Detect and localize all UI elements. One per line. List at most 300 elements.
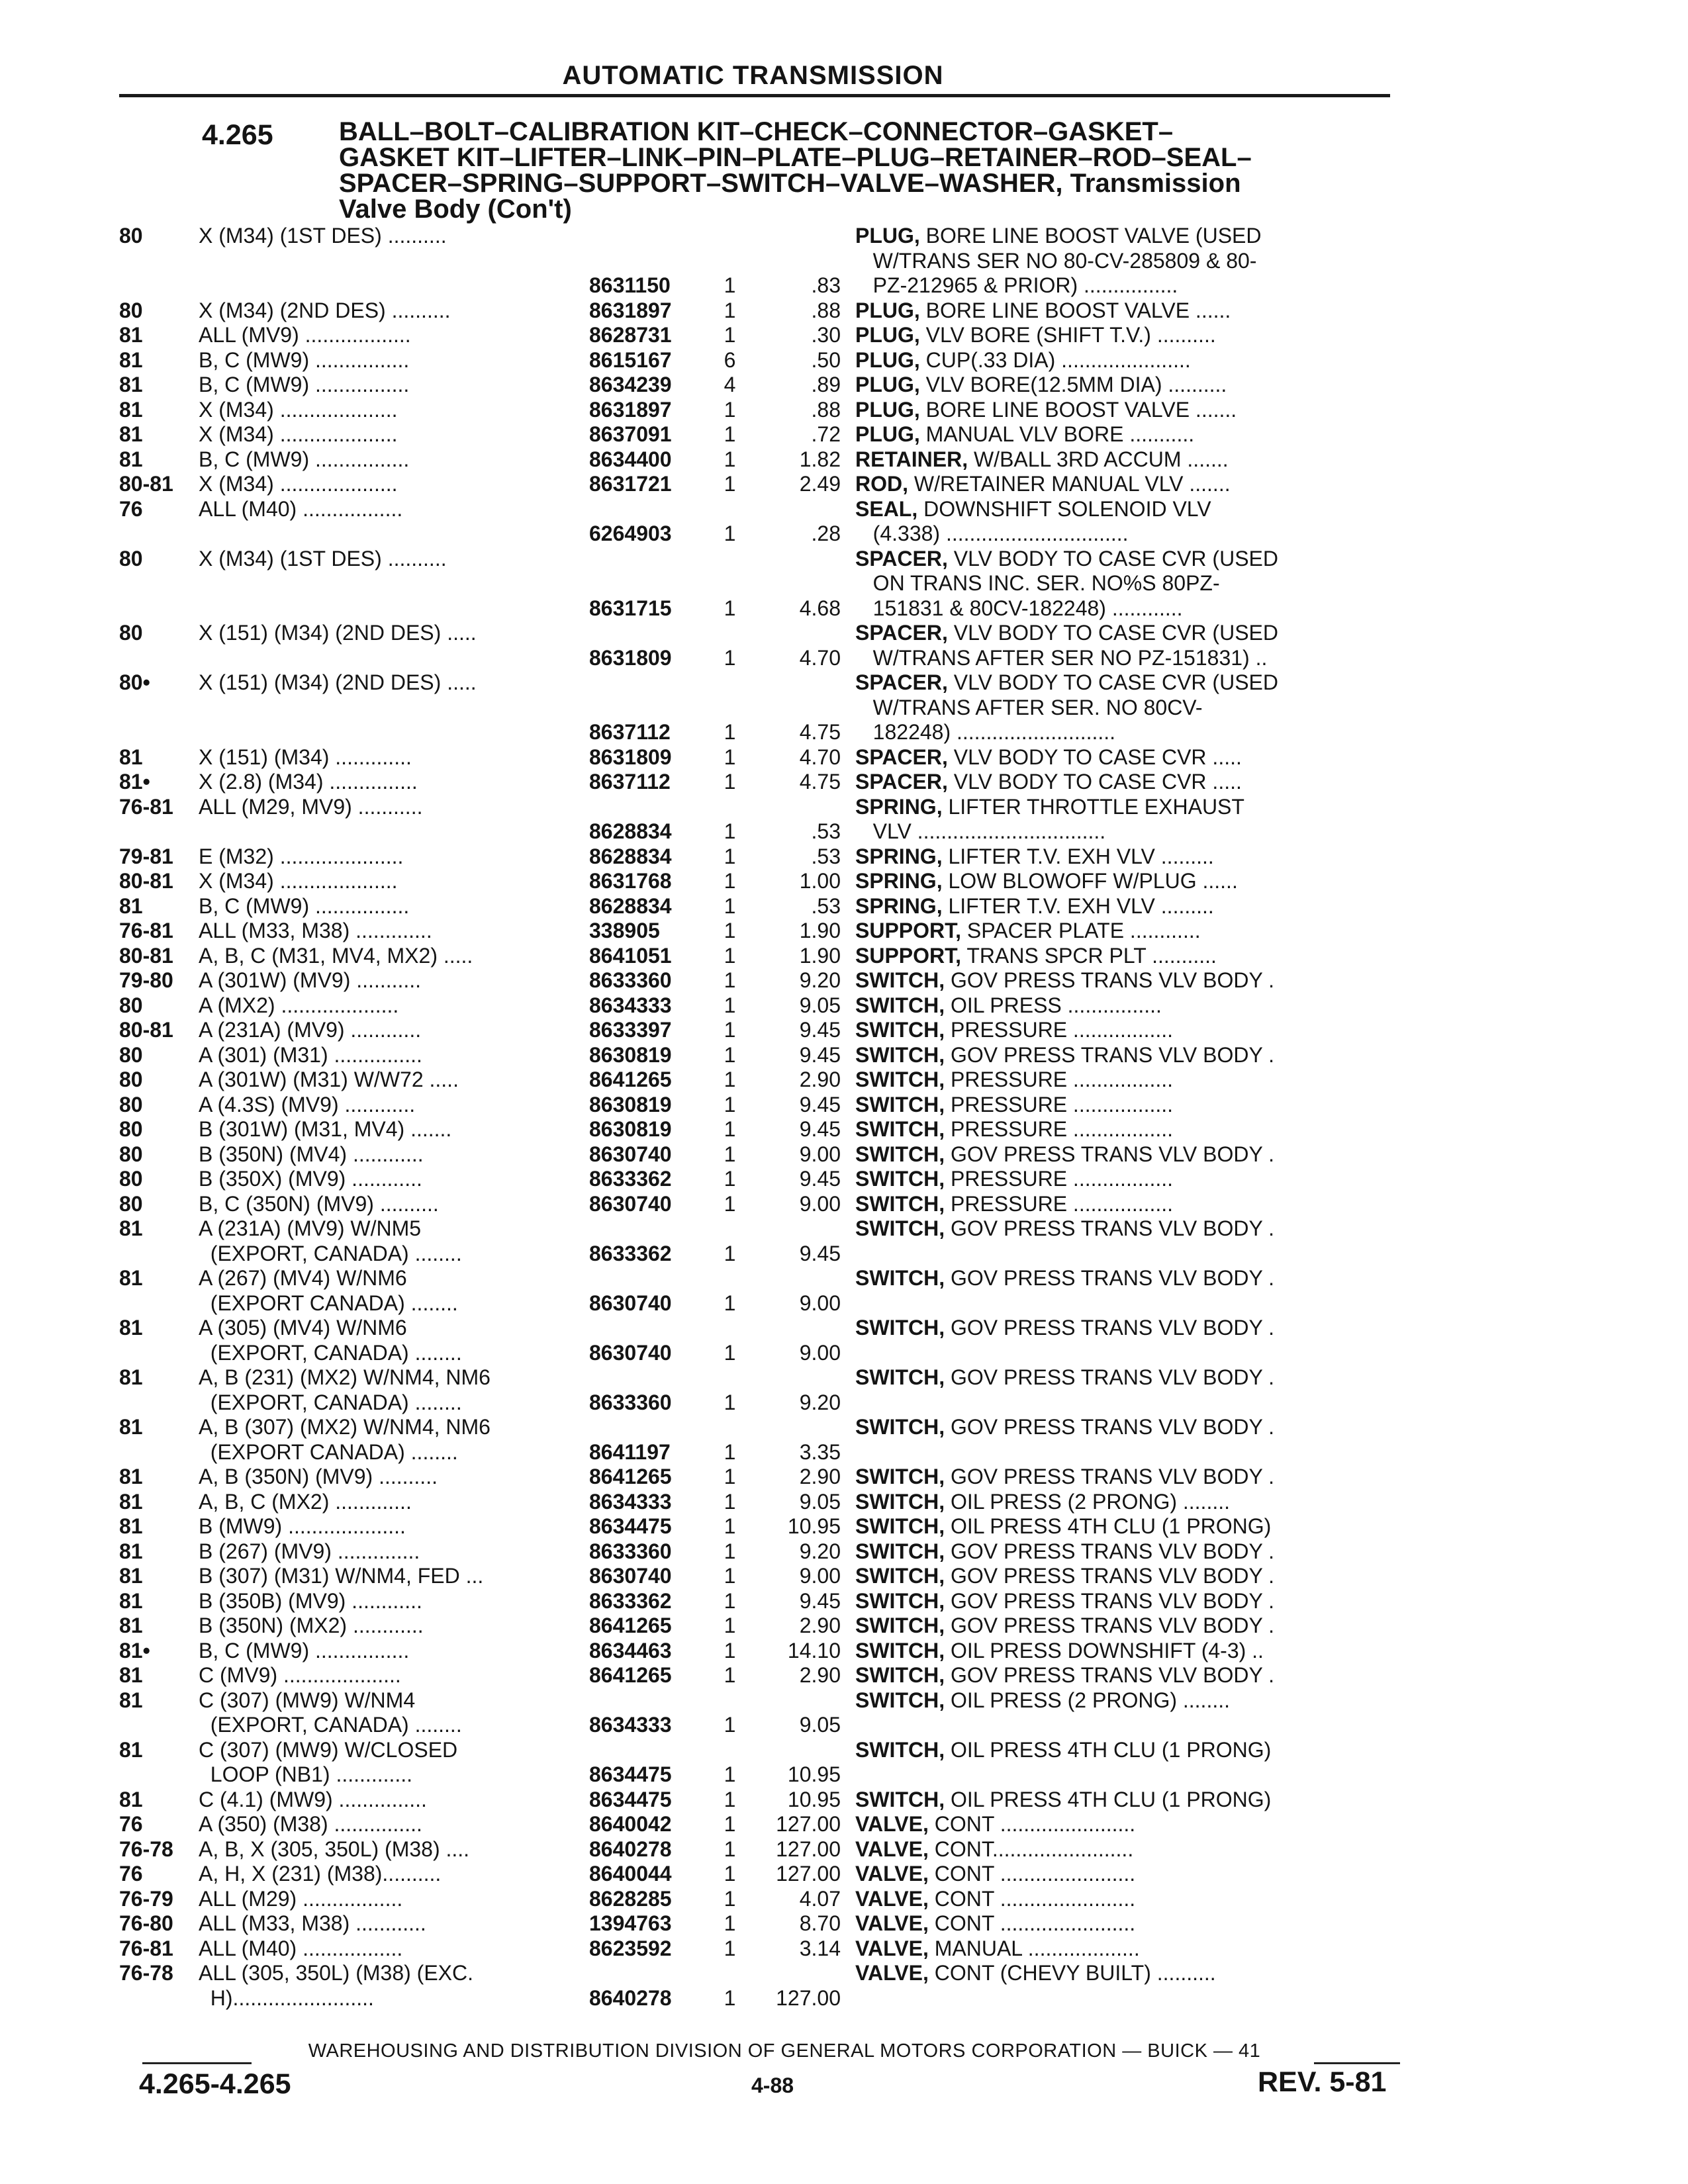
part-number: 1394763 (589, 1911, 672, 1935)
model-year (119, 1242, 199, 1267)
quantity (712, 1688, 748, 1713)
description (855, 1490, 1411, 1515)
part-number: 8634475 (589, 1762, 672, 1786)
table-row-continuation (119, 696, 1411, 721)
model-year (119, 720, 199, 745)
description-text: LIFTER T.V. EXH VLV ......... (942, 893, 1214, 918)
model-year: 81 (119, 1514, 143, 1538)
description-text: VLV BODY TO CASE CVR (USED (947, 546, 1278, 570)
description-text: 151831 & 80CV-182248) ............ (855, 596, 1183, 620)
description-text: CONT ....................... (928, 1862, 1136, 1886)
model-year (119, 1440, 199, 1465)
description (855, 547, 1411, 572)
description (855, 745, 1411, 770)
description-text: TRANS SPCR PLT ........... (961, 943, 1217, 968)
description-text: CONT ....................... (928, 1886, 1136, 1911)
model-year: 81 (119, 1415, 143, 1439)
application: B, C (MW9) ................ (199, 893, 410, 918)
parts-table-body (119, 224, 1411, 2011)
application: X (151) (M34) (2ND DES) ..... (199, 621, 477, 645)
quantity: 1 (724, 1886, 736, 1911)
description-text: PRESSURE ................. (945, 1068, 1174, 1091)
table-row (119, 1068, 1411, 1093)
description (855, 869, 1411, 894)
price: 9.45 (799, 1042, 841, 1067)
application (199, 596, 589, 621)
application (199, 819, 589, 844)
description-keyword: PLUG, (855, 397, 920, 422)
application: X (M34) .................... (199, 422, 398, 446)
description-keyword: SPRING, (855, 893, 943, 918)
description-keyword: SPRING, (855, 869, 943, 893)
description-text: GOV PRESS TRANS VLV BODY . (945, 1415, 1275, 1439)
model-year (119, 646, 199, 671)
description-keyword: VALVE, (855, 1812, 929, 1836)
application: B (267) (MV9) .............. (199, 1539, 420, 1563)
model-year: 76-78 (119, 1837, 173, 1861)
price: 10.95 (787, 1762, 841, 1786)
quantity: 1 (724, 1191, 736, 1216)
price (748, 571, 855, 596)
description-keyword: SWITCH, (855, 1191, 945, 1216)
description-text: GOV PRESS TRANS VLV BODY . (945, 1042, 1275, 1067)
table-row (119, 547, 1411, 572)
table-row (119, 1093, 1411, 1118)
application: C (307) (MW9) W/NM4 (199, 1688, 416, 1712)
model-year: 76 (119, 1812, 143, 1836)
table-row (119, 1465, 1411, 1490)
part-number: 8633360 (589, 968, 672, 992)
quantity: 1 (724, 397, 736, 422)
model-year (119, 596, 199, 621)
quantity: 1 (724, 1936, 736, 1960)
quantity (712, 249, 748, 274)
price (748, 1688, 855, 1713)
part-number: 8631809 (589, 645, 672, 670)
model-year: 81• (119, 770, 150, 794)
description-text: GOV PRESS TRANS VLV BODY . (945, 1465, 1275, 1488)
application: B, C (MW9) ................ (199, 373, 410, 396)
model-year: 76-79 (119, 1886, 173, 1911)
description-text: OIL PRESS 4TH CLU (1 PRONG) (945, 1737, 1272, 1762)
quantity: 1 (724, 1539, 736, 1563)
table-row (119, 1911, 1411, 1936)
model-year: 81 (119, 1465, 143, 1488)
part-number: 8623592 (589, 1936, 672, 1960)
description-text: VLV BORE (SHIFT T.V.) .......... (919, 323, 1216, 347)
table-row (119, 745, 1411, 770)
description-text: CONT ....................... (928, 1911, 1136, 1935)
part-number: 8630740 (589, 1564, 672, 1588)
price: 127.00 (776, 1837, 841, 1861)
quantity: 1 (724, 596, 736, 620)
section-title-line: Valve Body (Con't) (339, 195, 572, 224)
description-keyword: PLUG, (855, 224, 920, 248)
description-keyword: SWITCH, (855, 1787, 945, 1811)
description (855, 670, 1411, 696)
price: 9.05 (799, 1713, 841, 1737)
price: 9.00 (799, 1142, 841, 1166)
model-year: 76 (119, 1862, 143, 1886)
description-keyword: SPACER, (855, 621, 948, 645)
model-year (119, 522, 199, 547)
quantity: 1 (724, 1241, 736, 1265)
application: B (301W) (M31, MV4) ....... (199, 1117, 452, 1141)
part-number: 8634333 (589, 1489, 672, 1514)
price: 2.90 (799, 1614, 841, 1637)
price: 9.45 (799, 1241, 841, 1265)
part-number: 8634333 (589, 1713, 672, 1737)
description (855, 1440, 1411, 1465)
description-text: GOV PRESS TRANS VLV BODY . (945, 1539, 1275, 1563)
quantity: 1 (724, 1663, 736, 1687)
application: B, C (MW9) ................ (199, 347, 410, 372)
part-number (589, 670, 712, 696)
description (855, 571, 1411, 596)
table-row (119, 1663, 1411, 1688)
description-keyword: RETAINER, (855, 447, 968, 471)
description-text: BORE LINE BOOST VALVE (USED (919, 224, 1262, 248)
description-keyword: SPACER, (855, 546, 948, 570)
part-number: 8630740 (589, 1291, 672, 1315)
application: ALL (M29) ................. (199, 1886, 403, 1911)
quantity: 1 (724, 720, 736, 744)
model-year: 81 (119, 1737, 143, 1762)
table-row (119, 1216, 1411, 1242)
table-row (119, 422, 1411, 447)
quantity: 1 (724, 1291, 736, 1315)
description (855, 1068, 1411, 1093)
parts-table (119, 224, 1411, 2011)
application: (EXPORT, CANADA) ........ (199, 1390, 462, 1414)
part-number: 8641265 (589, 1614, 672, 1637)
quantity: 1 (724, 472, 736, 496)
description-text: OIL PRESS ................ (945, 993, 1162, 1017)
application (199, 720, 589, 745)
table-row (119, 447, 1411, 473)
price: .72 (811, 422, 841, 446)
model-year (119, 1390, 199, 1416)
part-number: 8630740 (589, 1191, 672, 1216)
part-number (589, 1738, 712, 1763)
description-text: CONT (CHEVY BUILT) .......... (928, 1961, 1216, 1985)
description (855, 1390, 1411, 1416)
table-row (119, 1415, 1411, 1440)
price: 127.00 (776, 1862, 841, 1886)
part-number (589, 1216, 712, 1242)
table-row (119, 224, 1411, 249)
part-number (589, 497, 712, 522)
description (855, 422, 1411, 447)
description-keyword: SWITCH, (855, 1614, 945, 1637)
table-row (119, 670, 1411, 696)
application: (EXPORT CANADA) ........ (199, 1291, 458, 1315)
description-keyword: SWITCH, (855, 1415, 945, 1439)
application: (EXPORT CANADA) ........ (199, 1439, 458, 1464)
part-number: 8628731 (589, 323, 672, 347)
model-year: 81 (119, 1663, 143, 1687)
quantity: 1 (724, 1837, 736, 1861)
application: A (231A) (MV9) ............ (199, 1018, 422, 1042)
table-row (119, 894, 1411, 919)
part-number: 8640042 (589, 1812, 672, 1836)
price: .53 (811, 893, 841, 918)
application: A (301) (M31) ............... (199, 1042, 422, 1067)
footer-section-range: 4.265-4.265 (139, 2068, 291, 2100)
application (199, 273, 589, 298)
model-year: 80 (119, 1142, 143, 1166)
price (748, 497, 855, 522)
model-year: 76-81 (119, 919, 173, 942)
model-year: 81 (119, 373, 143, 396)
description (855, 1465, 1411, 1490)
quantity: 1 (724, 819, 736, 843)
application: X (2.8) (M34) ............... (199, 770, 418, 794)
part-number: 8631897 (589, 298, 672, 322)
description-text: BORE LINE BOOST VALVE ....... (919, 397, 1237, 422)
quantity: 1 (724, 522, 736, 545)
application: ALL (M33, M38) ............. (199, 919, 432, 942)
price: 1.90 (799, 943, 841, 968)
description (855, 1117, 1411, 1142)
quantity: 1 (724, 1514, 736, 1538)
table-row (119, 795, 1411, 820)
description-text: VLV BODY TO CASE CVR ..... (947, 770, 1242, 794)
table-row-continuation (119, 522, 1411, 547)
application: ALL (M40) ................. (199, 1936, 403, 1960)
model-year: 81 (119, 1588, 143, 1613)
part-number: 8637091 (589, 422, 672, 446)
application: X (M34) (1ST DES) .......... (199, 546, 447, 570)
table-row-continuation (119, 1390, 1411, 1416)
description (855, 373, 1411, 398)
table-row (119, 1142, 1411, 1167)
description (855, 795, 1411, 820)
description-keyword: VALVE, (855, 1886, 929, 1911)
description-keyword: VALVE, (855, 1837, 929, 1861)
part-number: 8634400 (589, 447, 672, 471)
description-keyword: SPACER, (855, 670, 948, 694)
price: 10.95 (787, 1514, 841, 1538)
description-text: W/RETAINER MANUAL VLV ....... (908, 472, 1231, 496)
description-keyword: PLUG, (855, 347, 920, 372)
description-text: GOV PRESS TRANS VLV BODY . (945, 1142, 1275, 1166)
application: B (MW9) .................... (199, 1514, 406, 1538)
description-text: GOV PRESS TRANS VLV BODY . (945, 1588, 1275, 1613)
quantity (712, 547, 748, 572)
price (748, 670, 855, 696)
application: A, B, C (MX2) ............. (199, 1489, 412, 1514)
price: 9.05 (799, 993, 841, 1017)
description (855, 1639, 1411, 1664)
description-text: GOV PRESS TRANS VLV BODY . (945, 1266, 1275, 1290)
application: A, H, X (231) (M38).......... (199, 1862, 442, 1886)
price: 8.70 (799, 1911, 841, 1935)
description (855, 1738, 1411, 1763)
application (199, 522, 589, 547)
price (748, 1365, 855, 1390)
description-keyword: PLUG, (855, 298, 920, 322)
model-year: 76 (119, 496, 143, 521)
quantity: 1 (724, 1018, 736, 1042)
price: 9.05 (799, 1489, 841, 1514)
description (855, 398, 1411, 423)
description-keyword: SWITCH, (855, 968, 945, 992)
quantity: 1 (724, 844, 736, 868)
table-row (119, 993, 1411, 1019)
table-row (119, 1018, 1411, 1043)
application: B (350X) (MV9) ............ (199, 1167, 422, 1191)
quantity: 1 (724, 1167, 736, 1191)
description (855, 1911, 1411, 1936)
model-year: 76-78 (119, 1961, 173, 1985)
table-row (119, 1539, 1411, 1565)
description-keyword: SWITCH, (855, 1564, 945, 1588)
quantity: 1 (724, 1117, 736, 1141)
price: 9.45 (799, 1018, 841, 1042)
description-keyword: SPACER, (855, 770, 948, 794)
table-row (119, 844, 1411, 870)
model-year: 81 (119, 1266, 143, 1290)
price: 4.70 (799, 645, 841, 670)
part-number: 8633362 (589, 1588, 672, 1613)
price (748, 1316, 855, 1341)
description (855, 1341, 1411, 1366)
part-number: 8634475 (589, 1787, 672, 1811)
description (855, 944, 1411, 969)
description-text: VLV BODY TO CASE CVR ..... (947, 745, 1242, 769)
table-row-continuation (119, 596, 1411, 621)
quantity: 1 (724, 993, 736, 1017)
model-year: 81 (119, 1688, 143, 1712)
table-row (119, 1936, 1411, 1962)
table-row (119, 323, 1411, 348)
table-row (119, 1639, 1411, 1664)
table-row (119, 1688, 1411, 1713)
description-keyword: SWITCH, (855, 1117, 945, 1141)
table-row (119, 1490, 1411, 1515)
table-row-continuation (119, 1986, 1411, 2011)
quantity (712, 696, 748, 721)
table-row-continuation (119, 249, 1411, 274)
part-number (589, 249, 712, 274)
part-number (589, 571, 712, 596)
part-number: 8634239 (589, 373, 672, 396)
description-keyword: SWITCH, (855, 1514, 945, 1538)
description-keyword: SWITCH, (855, 993, 945, 1017)
description-text: CONT ....................... (928, 1812, 1136, 1836)
model-year: 80-81 (119, 1018, 173, 1042)
application: C (MV9) .................... (199, 1663, 401, 1687)
application: B (350B) (MV9) ............ (199, 1588, 422, 1613)
description-text: PRESSURE ................. (945, 1167, 1174, 1191)
quantity: 1 (724, 893, 736, 918)
table-row (119, 944, 1411, 969)
table-row-continuation (119, 273, 1411, 298)
part-number (589, 1961, 712, 1986)
price: 9.00 (799, 1291, 841, 1315)
part-number: 8631809 (589, 745, 672, 769)
table-row (119, 1117, 1411, 1142)
model-year: 81 (119, 1489, 143, 1514)
description-keyword: SWITCH, (855, 1216, 945, 1240)
table-row (119, 1887, 1411, 1912)
description (855, 472, 1411, 497)
description (855, 1812, 1411, 1837)
application: ALL (M40) ................. (199, 496, 403, 521)
part-number (589, 1415, 712, 1440)
price: 4.75 (799, 720, 841, 744)
description-keyword: SWITCH, (855, 1068, 945, 1091)
price: 127.00 (776, 1985, 841, 2010)
model-year: 80 (119, 298, 143, 322)
model-year: 81 (119, 1316, 143, 1340)
page-header: AUTOMATIC TRANSMISSION (562, 61, 944, 90)
model-year: 81 (119, 893, 143, 918)
section-title (339, 119, 1411, 222)
model-year: 80-81 (119, 869, 173, 893)
part-number: 8640278 (589, 1837, 672, 1861)
price: 9.20 (799, 1390, 841, 1414)
part-number: 8641265 (589, 1663, 672, 1687)
quantity (712, 1961, 748, 1986)
description-keyword: SWITCH, (855, 1018, 945, 1042)
description-keyword: SWITCH, (855, 1638, 945, 1662)
price: 1.82 (799, 447, 841, 471)
part-number: 8634475 (589, 1514, 672, 1538)
description-keyword: SPRING, (855, 794, 943, 819)
part-number: 8630740 (589, 1142, 672, 1166)
price (748, 1738, 855, 1763)
model-year: 81 (119, 397, 143, 422)
description-text: VLV BODY TO CASE CVR (USED (947, 621, 1278, 645)
model-year: 80-81 (119, 472, 173, 496)
part-number (589, 547, 712, 572)
model-year (119, 1986, 199, 2011)
application: C (4.1) (MW9) ............... (199, 1787, 427, 1811)
description (855, 1514, 1411, 1539)
description-text: PRESSURE ................. (945, 1018, 1174, 1042)
part-number: 8633362 (589, 1167, 672, 1191)
description (855, 844, 1411, 870)
application: A (231A) (MV9) W/NM5 (199, 1216, 422, 1240)
part-number: 8631721 (589, 472, 672, 496)
quantity: 1 (724, 869, 736, 893)
price: 2.90 (799, 1465, 841, 1488)
table-row (119, 298, 1411, 324)
price (748, 1961, 855, 1986)
quantity: 1 (724, 1340, 736, 1365)
part-number (589, 621, 712, 646)
description-text: GOV PRESS TRANS VLV BODY . (945, 1365, 1275, 1389)
description-text: GOV PRESS TRANS VLV BODY . (945, 1216, 1275, 1240)
application: A, B (231) (MX2) W/NM4, NM6 (199, 1365, 491, 1389)
footer-page-number: 4-88 (751, 2073, 794, 2097)
description-keyword: PLUG, (855, 422, 920, 446)
description (855, 1167, 1411, 1192)
part-number: 8630740 (589, 1340, 672, 1365)
footer-revision: REV. 5-81 (1258, 2066, 1387, 2098)
part-number: 8640044 (589, 1862, 672, 1886)
description-text: VLV BODY TO CASE CVR (USED (947, 670, 1278, 694)
description (855, 1663, 1411, 1688)
table-row (119, 1788, 1411, 1813)
table-row (119, 1192, 1411, 1217)
part-number: 8641265 (589, 1465, 672, 1488)
price: 9.45 (799, 1167, 841, 1191)
description-keyword: SWITCH, (855, 1465, 945, 1488)
description-keyword: SWITCH, (855, 1042, 945, 1067)
